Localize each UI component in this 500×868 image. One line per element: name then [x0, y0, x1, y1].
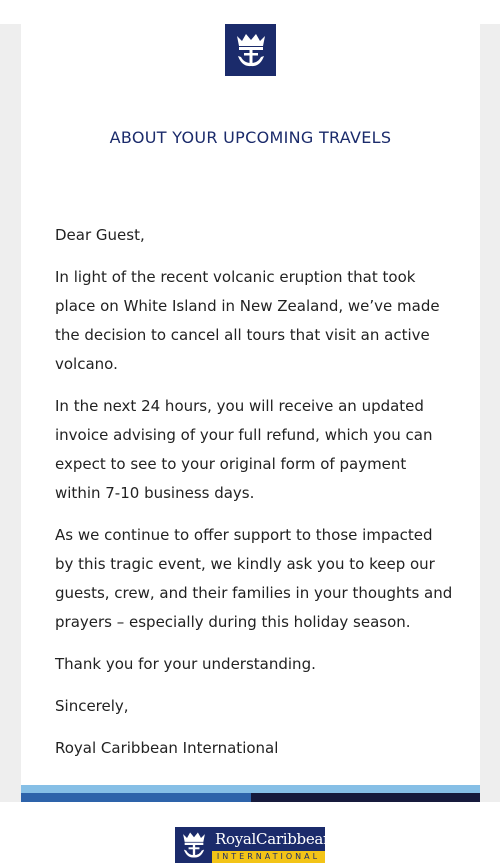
signature: Royal Caribbean International	[55, 739, 279, 757]
footer-crown-box	[175, 827, 212, 863]
greeting: Dear Guest,	[55, 226, 145, 244]
crown-anchor-icon	[233, 31, 269, 69]
footer-band	[21, 793, 480, 802]
header-logo[interactable]	[225, 24, 276, 76]
footer-band-dark	[251, 793, 480, 802]
footer-logo[interactable]	[175, 827, 333, 863]
letter-body	[55, 221, 455, 776]
footer-brand-sub: INTERNATIONAL	[212, 851, 325, 863]
paragraph-refund: In the next 24 hours, you will receive an updated invoice advising of your full refund, which you can expect to see to your original form of payment within 7-10 business days.	[55, 397, 433, 502]
crown-anchor-icon	[180, 830, 208, 860]
footer-wordmark	[212, 827, 333, 863]
paragraph-volcano: In light of the recent volcanic eruption that took place on White Island in New Zealand, we’ve made the decision to cancel all tours that visit an active volcano.	[55, 268, 440, 373]
footer-band-mid	[21, 793, 251, 802]
paragraph-support: As we continue to offer support to those impacted by this tragic event, we kindly ask you to keep our guests, crew, and their families in your thoughts and prayers – especially during this holiday season.	[55, 526, 453, 631]
footer-brand-name: RoyalCaribbean	[212, 827, 325, 851]
closing: Sincerely,	[55, 697, 129, 715]
page-title: ABOUT YOUR UPCOMING TRAVELS	[109, 128, 392, 147]
footer-band-light	[21, 785, 480, 793]
top-margin	[0, 0, 500, 24]
paragraph-thanks: Thank you for your understanding.	[55, 655, 316, 673]
